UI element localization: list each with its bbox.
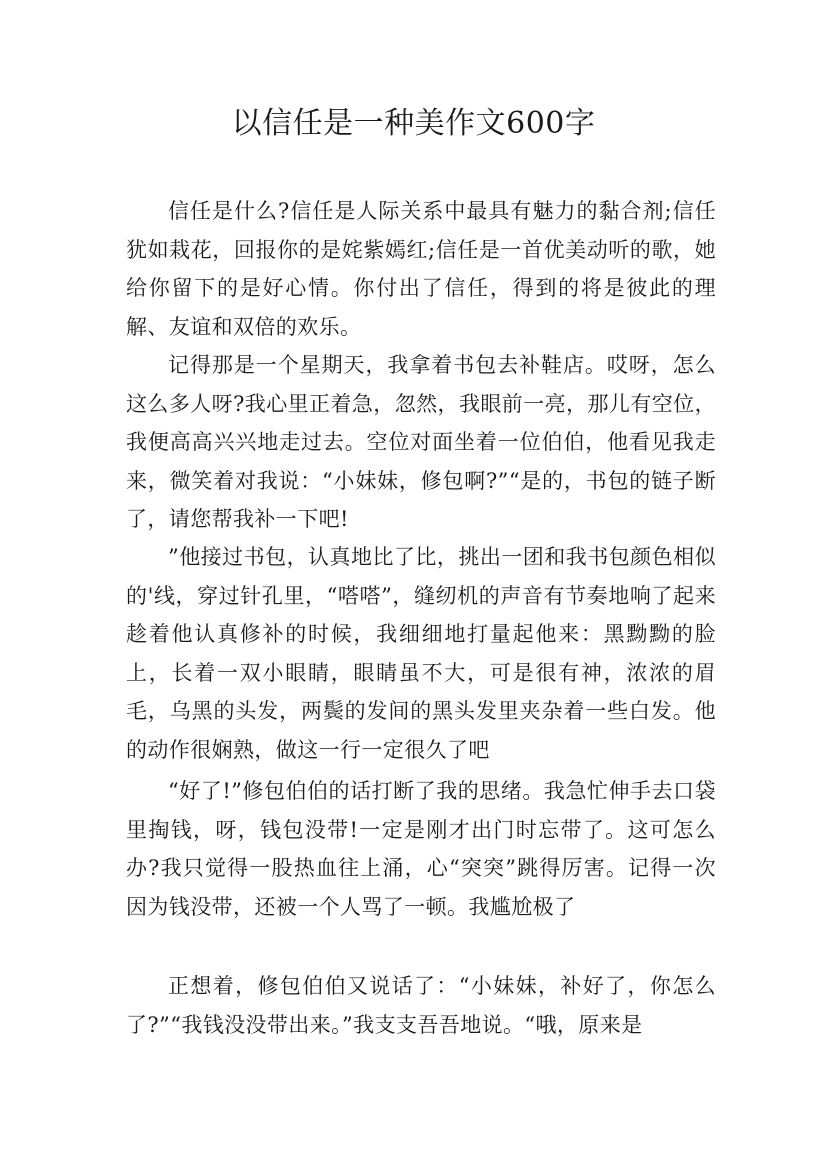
page-title: 以信任是一种美作文600字	[231, 106, 596, 141]
paragraph-5: 正想着，修包伯伯又说话了：“小妹妹，补好了，你怎么了?”“我钱没没带出来。”我支支吾吾地说。“哦，原来是	[126, 974, 716, 1037]
paragraph-2: 记得那是一个星期天，我拿着书包去补鞋店。哎呀，怎么这么多人呀?我心里正着急，忽然，我眼前一亮，那儿有空位，我便高高兴兴地走过去。空位对面坐着一位伯伯，他看见我走来，微笑着对我说：“小妹妹，修包啊?”“是的，书包的链子断了，请您帮我补一下吧!	[126, 353, 716, 531]
paragraph-4: “好了!”修包伯伯的话打断了我的思绪。我急忙伸手去口袋里掏钱，呀，钱包没带!一定是刚才出门时忘带了。这可怎么办?我只觉得一股热血往上涌，心“突突”跳得厉害。记得一次因为钱没带，还被一个人骂了一顿。我尴尬极了	[126, 779, 716, 919]
paragraph-1: 信任是什么?信任是人际关系中最具有魅力的黏合剂;信任犹如栽花，回报你的是姹紫嫣红;信任是一首优美动听的歌，她给你留下的是好心情。你付出了信任，得到的将是彼此的理解、友谊和双倍的欢乐。	[126, 199, 716, 339]
paragraph-3: ”他接过书包，认真地比了比，挑出一团和我书包颜色相似的'线，穿过针孔里，“嗒嗒”，缝纫机的声音有节奏地响了起来趁着他认真修补的时候，我细细地打量起他来：黑黝黝的脸上，长着一双小眼睛，眼睛虽不大，可是很有神，浓浓的眉毛，乌黑的头发，两鬓的发间的黑头发里夹杂着一些白发。他的动作很娴熟，做这一行一定很久了吧	[126, 545, 716, 762]
